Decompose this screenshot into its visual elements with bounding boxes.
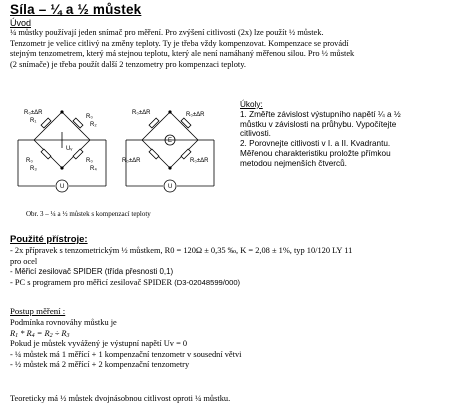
ukoly-line: Měřenou charakteristiku proložte přímkou bbox=[240, 148, 391, 158]
balance-equation: $R_1 * R_4 = R_2 \div R_3$ bbox=[10, 328, 70, 339]
uvod-line: Tenzometr je velice citlivý na změny teploty. Ty je třeba vždy kompenzovat. Kompenzace se provádí bbox=[10, 38, 349, 48]
label-r1: R₁ bbox=[30, 118, 37, 124]
ukoly-line: můstku v závislosti na průhybu. Vypočítejte bbox=[240, 119, 397, 129]
label-r0-dr: R₀±ΔR bbox=[190, 158, 209, 164]
uvod-paragraph bbox=[10, 28, 450, 70]
ukoly-heading: Úkoly: bbox=[240, 100, 263, 109]
ukoly-line: metodou nejmenších čtverců. bbox=[240, 158, 347, 168]
pristroje-heading: Použité přístroje: bbox=[10, 234, 88, 245]
postup-line: - ½ můstek má 2 měřící + 2 kompenzační tenzometry bbox=[10, 360, 190, 370]
label-r3: R₃ bbox=[30, 166, 37, 172]
pristroje-list bbox=[10, 246, 450, 288]
label-r0-dr: R₀±ΔR bbox=[132, 110, 151, 116]
conclusion: Teoreticky má ½ můstek dvojnásobnou citlivost oproti ¼ můstku. bbox=[10, 394, 231, 403]
label-r0-dr: R₀±ΔR bbox=[24, 110, 43, 116]
pristroje-line: pro ocel bbox=[10, 256, 38, 266]
postup-line: Podmínka rovnováhy můstku je bbox=[10, 318, 117, 327]
pristroje-code: (D3-02048599/000) bbox=[174, 277, 241, 287]
label-u: U bbox=[168, 184, 173, 190]
page-title: Síla – ¼ a ½ můstek bbox=[10, 2, 142, 17]
postup-section bbox=[10, 318, 450, 371]
quarter-bridge-labels bbox=[24, 110, 97, 190]
pristroje-line: - Měřicí zesilovač SPIDER (třída přesnosti 0,1) bbox=[10, 267, 174, 277]
bridge-figure bbox=[10, 98, 235, 210]
half-bridge-labels bbox=[122, 110, 209, 190]
uvod-line: (2 snímače) je třeba použít další 2 tenzometry pro kompenzaci teploty. bbox=[10, 59, 246, 69]
label-e: E bbox=[168, 138, 173, 144]
pristroje-line-text: - PC s programem pro měřicí zesilovač SPIDER bbox=[10, 277, 175, 287]
label-r2: R₂ bbox=[90, 122, 97, 128]
ukoly-line: citlivosti. bbox=[240, 129, 271, 139]
label-r4: R₄ bbox=[90, 166, 97, 172]
postup-heading: Postup měření : bbox=[10, 306, 66, 316]
label-r0: R₀ bbox=[86, 114, 93, 120]
pristroje-line: - 2x přípravek s tenzometrickým ½ můstkem, R0 = 120Ω ± 0,35 ‰, K = 2,08 ± 1%, typ 10/120 LY 11 bbox=[10, 246, 353, 255]
ukoly-line: 2. Porovnejte citlivosti v I. a II. Kvadrantu. bbox=[240, 139, 391, 149]
pristroje-line bbox=[10, 278, 450, 289]
ukoly-section bbox=[240, 100, 452, 169]
uvod-line: ¼ můstky používají jeden snímač pro měření. Pro zvýšení citlivosti (2x) lze použít ½ můstek. bbox=[10, 28, 324, 37]
label-r0: R₀ bbox=[86, 158, 93, 164]
label-r0-dr: R₀±ΔR bbox=[122, 158, 141, 164]
uvod-line: stejným tenzometrem, který má stejnou teplotu, který ale není namáhaný měřenou silou. Pro ½ můstek bbox=[10, 49, 355, 59]
half-bridge-diagram bbox=[126, 111, 214, 192]
ukoly-line: 1. Změřte závislost výstupního napětí ¼ a ½ bbox=[240, 109, 401, 119]
figure-caption: Obr. 3 – ¼ a ½ můstek s kompenzací teploty bbox=[26, 210, 151, 218]
postup-line: Pokud je můstek vyvážený je výstupní napětí Uv = 0 bbox=[10, 339, 188, 349]
label-r0-dr: R₀±ΔR bbox=[186, 112, 205, 118]
uvod-heading: Úvod bbox=[10, 18, 32, 28]
postup-line: - ¼ můstek má 1 měřící + 1 kompenzační tenzometr v sousední větvi bbox=[10, 349, 242, 359]
label-u: U bbox=[60, 184, 65, 190]
label-uv: Uᵥ bbox=[66, 146, 73, 152]
label-r0: R₀ bbox=[26, 158, 33, 164]
